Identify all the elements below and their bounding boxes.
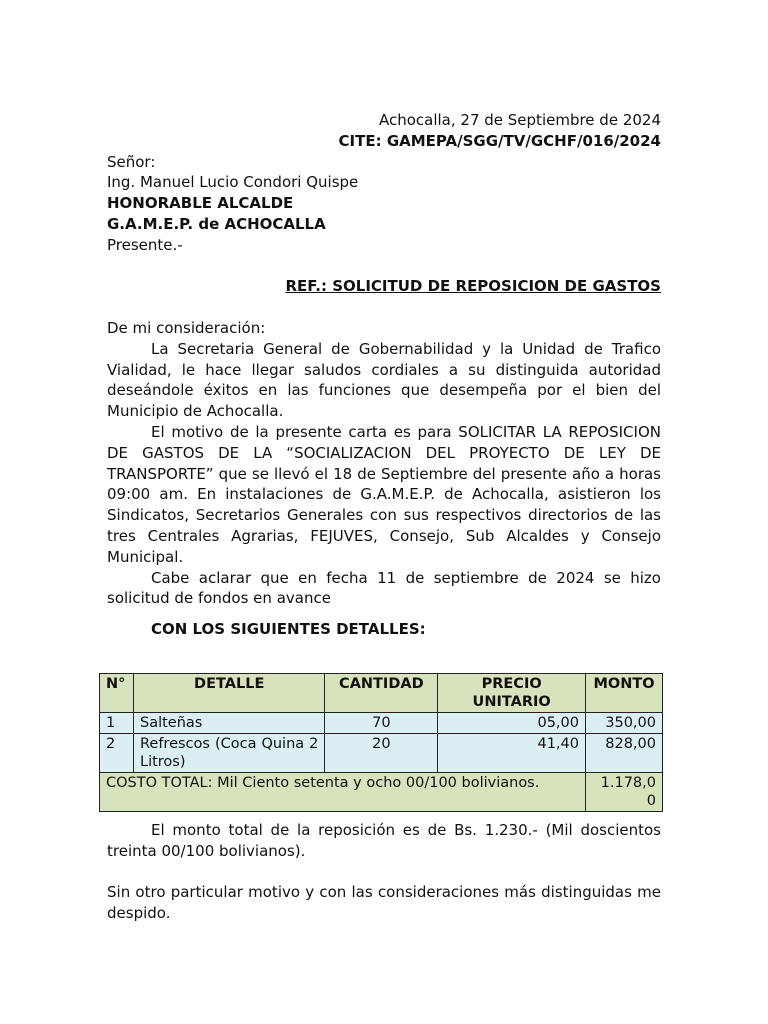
details-heading: CON LOS SIGUIENTES DETALLES: <box>151 620 426 639</box>
total-label: COSTO TOTAL: Mil Ciento setenta y ocho 00/100 bolivianos. <box>100 773 586 812</box>
header-precio: PRECIO UNITARIO <box>438 674 586 713</box>
row-cantidad: 70 <box>325 713 438 734</box>
row-precio: 41,40 <box>438 734 586 773</box>
cite-number: CITE: GAMEPA/SGG/TV/GCHF/016/2024 <box>338 131 661 150</box>
row-detalle: Salteñas <box>133 713 324 734</box>
presente-line: Presente.- <box>107 235 183 254</box>
row-detalle: Refrescos (Coca Quina 2 Litros) <box>133 734 324 773</box>
header-monto: MONTO <box>585 674 662 713</box>
expense-table <box>99 673 663 812</box>
letter-body <box>107 110 661 640</box>
recipient-title: HONORABLE ALCALDE <box>107 194 294 213</box>
table-row <box>100 734 663 773</box>
total-row <box>100 773 663 812</box>
recipient-name: Ing. Manuel Lucio Condori Quispe <box>107 173 359 192</box>
header-detalle: DETALLE <box>133 674 324 713</box>
paragraph-4: El monto total de la reposición es de Bs. 1.230.- (Mil doscientos treinta 00/100 bolivianos). <box>107 821 661 860</box>
closing-section <box>107 820 661 924</box>
reference-line: REF.: SOLICITUD DE REPOSICION DE GASTOS <box>285 277 661 296</box>
row-no: 2 <box>100 734 134 773</box>
recipient-entity: G.A.M.E.P. de ACHOCALLA <box>107 214 326 233</box>
paragraph-1: La Secretaria General de Gobernabilidad y la Unidad de Trafico Vialidad, le hace llegar saludos cordiales a su distinguida autoridad deseándole éxitos en las funciones que desempeña por el bien del Municipio de Achocalla. <box>107 339 661 421</box>
paragraph-5: Sin otro particular motivo y con las consideraciones más distinguidas me despido. <box>107 883 661 923</box>
row-monto: 828,00 <box>585 734 662 773</box>
table-header-row <box>100 674 663 713</box>
paragraph-2: El motivo de la presente carta es para SOLICITAR LA REPOSICION DE GASTOS DE LA “SOCIALIZACION DEL PROYECTO DE LEY DE TRANSPORTE” que se llevó el 18 de Septiembre del presente año a horas 09:00 am. En instalaciones de G.A.M.E.P. de Achocalla, asistieron los Sindicatos, Secretarios Generales con sus respectivos directorios de las tres Centrales Agrarias, FEJUVES, Consejo, Sub Alcaldes y Consejo Municipal. <box>107 422 661 566</box>
row-no: 1 <box>100 713 134 734</box>
salutation: Señor: <box>107 152 156 171</box>
header-no: N° <box>100 674 134 713</box>
row-monto: 350,00 <box>585 713 662 734</box>
row-precio: 05,00 <box>438 713 586 734</box>
paragraph-3: Cabe aclarar que en fecha 11 de septiembre de 2024 se hizo solicitud de fondos en avance <box>107 568 661 608</box>
row-cantidad: 20 <box>325 734 438 773</box>
place-date: Achocalla, 27 de Septiembre de 2024 <box>378 111 661 129</box>
total-value: 1.178,00 <box>585 773 662 812</box>
table-row <box>100 713 663 734</box>
header-cantidad: CANTIDAD <box>325 674 438 713</box>
greeting: De mi consideración: <box>107 318 266 337</box>
